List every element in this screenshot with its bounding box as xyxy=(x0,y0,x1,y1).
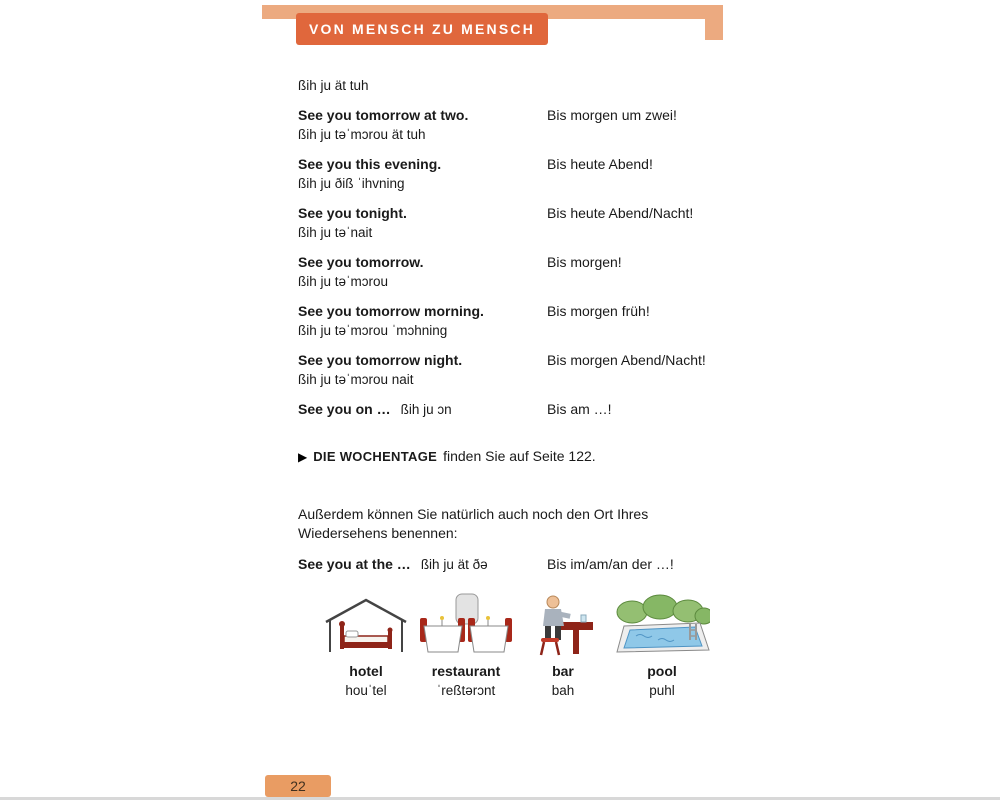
phrase-english: See you tomorrow. xyxy=(298,254,424,270)
page-body xyxy=(262,0,738,800)
phrase-row xyxy=(298,302,710,340)
place-label: hotel xyxy=(349,663,383,679)
place-hotel xyxy=(322,590,410,700)
phrase-german: Bis morgen! xyxy=(547,254,622,270)
note-title: DIE WOCHENTAGE xyxy=(313,449,438,464)
phrase-english: See you on … xyxy=(298,401,391,417)
place-pool xyxy=(614,590,710,700)
phrase-left xyxy=(298,106,547,144)
phrase-phonetic: ßih ju ät ðə xyxy=(420,557,488,572)
phrase-german: Bis morgen Abend/Nacht! xyxy=(547,352,706,368)
place-label: bar xyxy=(552,663,574,679)
phrase-phonetic: ßih ju ðiß ˈihvning xyxy=(298,176,405,191)
place-label: pool xyxy=(647,663,677,679)
phrase-row xyxy=(298,555,710,574)
phrase-row xyxy=(298,253,710,291)
phrase-phonetic: ßih ju təˈmɔrou ˈmɔhning xyxy=(298,323,448,338)
phrase-left xyxy=(298,400,547,419)
place-phonetic: ˈreßtərɔnt xyxy=(436,683,496,698)
phrase-german: Bis heute Abend/Nacht! xyxy=(547,205,694,221)
chapter-title-tab xyxy=(296,13,548,45)
restaurant-icon xyxy=(420,590,512,656)
phrase-german: Bis im/am/an der …! xyxy=(547,556,674,572)
phrase-english: See you tomorrow morning. xyxy=(298,303,484,319)
pool-icon xyxy=(614,590,710,656)
phrase-english: See you this evening. xyxy=(298,156,442,172)
page-content xyxy=(298,76,710,700)
place-phonetic: bah xyxy=(551,683,575,698)
phrase-german: Bis am …! xyxy=(547,401,612,417)
phrase-left xyxy=(298,302,547,340)
phrase-german: Bis heute Abend! xyxy=(547,156,653,172)
phrase-phonetic: ßih ju ɔn xyxy=(400,402,452,417)
phrase-english: See you tonight. xyxy=(298,205,407,221)
triangle-marker-icon: ▶ xyxy=(298,450,308,464)
phrase-left xyxy=(298,155,547,193)
phrase-left xyxy=(298,204,547,242)
place-phonetic: houˈtel xyxy=(345,683,387,698)
phrase-german: Bis morgen um zwei! xyxy=(547,107,677,123)
phrase-english: See you at the … xyxy=(298,556,411,572)
phrase-left xyxy=(298,555,547,574)
phrase-german: Bis morgen früh! xyxy=(547,303,650,319)
bar-icon xyxy=(531,590,595,656)
page-number: 22 xyxy=(290,778,306,794)
phrase-phonetic: ßih ju təˈmɔrou nait xyxy=(298,372,414,387)
phrase-left xyxy=(298,351,547,389)
phrase-english: See you tomorrow night. xyxy=(298,352,463,368)
phrase-row xyxy=(298,106,710,144)
header-corner-strip xyxy=(705,5,723,40)
phrase-phonetic: ßih ju təˈmɔrou xyxy=(298,274,389,289)
places-row xyxy=(298,590,710,700)
intro-paragraph: Außerdem können Sie natürlich auch noch den Ort Ihres Wiedersehens benennen: xyxy=(298,506,649,541)
phrase-row xyxy=(298,204,710,242)
intro-phonetic: ßih ju ät tuh xyxy=(298,78,369,93)
place-label: restaurant xyxy=(431,663,501,679)
phrase-phonetic: ßih ju təˈmɔrou ät tuh xyxy=(298,127,426,142)
note-text: finden Sie auf Seite 122. xyxy=(443,448,596,464)
cross-reference-note xyxy=(298,447,710,467)
phrase-row xyxy=(298,351,710,389)
phrase-row xyxy=(298,155,710,193)
phrase-left xyxy=(298,253,547,291)
phrase-row xyxy=(298,400,710,419)
place-phonetic: puhl xyxy=(649,683,675,698)
place-bar xyxy=(522,590,604,700)
place-restaurant xyxy=(420,590,512,700)
chapter-title: VON MENSCH ZU MENSCH xyxy=(309,21,536,37)
phrase-phonetic: ßih ju təˈnait xyxy=(298,225,373,240)
page-number-badge xyxy=(265,775,331,797)
hotel-icon xyxy=(322,590,410,656)
phrase-english: See you tomorrow at two. xyxy=(298,107,469,123)
